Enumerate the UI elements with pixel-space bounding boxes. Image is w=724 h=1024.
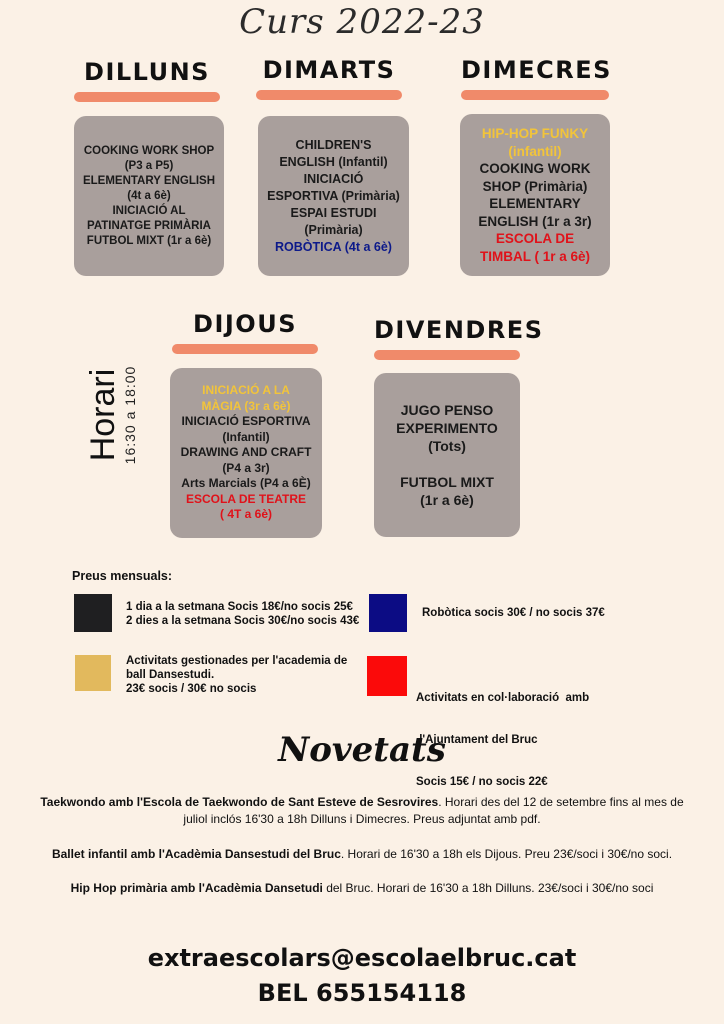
activity-line: (P3 a P5) — [124, 159, 174, 172]
activity-line: (P4 a 3r) — [222, 460, 270, 475]
price-line: 2 dies a la setmana Socis 30€/no socis 43€ — [126, 615, 360, 627]
activity-line: ELEMENTARY ENGLISH — [82, 174, 216, 187]
accent-bar — [74, 92, 220, 102]
activity-card-divendres — [374, 373, 520, 537]
activity-line: DRAWING AND CRAFT — [180, 445, 312, 460]
day-heading-dijous — [172, 310, 318, 354]
activity-line: INICIACIÓ A LA — [202, 383, 290, 398]
activity-line: SHOP (Primària) — [482, 178, 588, 194]
day-label: DILLUNS — [84, 58, 210, 86]
activity-line: ELEMENTARY — [489, 196, 581, 211]
activity-line: FUTBOL MIXT (1r a 6è) — [86, 234, 212, 247]
activity-line: (Tots) — [428, 438, 466, 454]
yellow-swatch — [75, 655, 111, 691]
day-heading-divendres — [374, 316, 544, 360]
activity-line: Arts Marcials (P4 a 6È) — [181, 476, 311, 491]
activity-line: ENGLISH (1r a 3r) — [478, 213, 592, 229]
activity-line: (1r a 6è) — [420, 492, 474, 508]
accent-bar — [172, 344, 318, 354]
price-line: Socis 15€ / no socis 22€ — [416, 776, 548, 788]
activity-line: FUTBOL MIXT — [400, 474, 494, 490]
black-swatch — [74, 594, 112, 632]
activity-line: (4t a 6è) — [127, 189, 171, 202]
contact-phone: BEL 655154118 — [257, 979, 467, 1007]
price-text-yellow — [126, 654, 347, 696]
activity-line: COOKING WORK SHOP — [83, 144, 215, 157]
day-heading-dimarts — [256, 56, 402, 100]
activity-card-dimecres — [460, 114, 610, 276]
price-line: Activitats gestionades per l'academia de — [126, 655, 348, 667]
price-line: l'Ajuntament del Bruc — [416, 734, 538, 746]
activity-line: HIP-HOP FUNKY — [481, 126, 589, 141]
news-text: . Horari de 16'30 a 18h els Dijous. Preu 23€/soci i 30€/no soci. — [340, 847, 673, 861]
red-swatch — [367, 656, 407, 696]
activity-line: ENGLISH (Infantil) — [279, 154, 388, 169]
activity-card-dilluns — [74, 116, 224, 276]
news-bold: Taekwondo amb l'Escola de Taekwondo de Sant Esteve de Sesrovires — [40, 795, 439, 809]
day-label: DIVENDRES — [374, 316, 544, 344]
blue-swatch — [369, 594, 407, 632]
schedule-title: Horari — [84, 368, 122, 462]
news-bold: Hip Hop primària amb l'Acadèmia Dansetudi — [70, 881, 323, 895]
day-label: DIMECRES — [461, 56, 612, 84]
contact-email[interactable]: extraescolars@escolaelbruc.cat — [147, 944, 577, 972]
schedule-time: 16:30 a 18:00 — [122, 365, 138, 465]
day-heading-dilluns — [74, 58, 220, 102]
activity-card-dimarts — [258, 116, 409, 276]
activity-line: ESCOLA DE TEATRE — [185, 491, 306, 506]
activity-line: PATINATGE PRIMÀRIA — [87, 219, 211, 232]
activity-line: EXPERIMENTO — [396, 420, 498, 436]
news-item-taekwondo — [36, 794, 688, 828]
prices-title: Preus mensuals: — [72, 569, 173, 583]
activity-line: CHILDREN'S — [295, 137, 372, 152]
price-text-black — [126, 600, 359, 628]
day-heading-dimecres — [461, 56, 612, 100]
activity-line: INICIACIÓ — [303, 171, 364, 186]
activity-line: INICIACIÓ ESPORTIVA — [181, 414, 311, 429]
price-text-blue — [422, 606, 605, 620]
day-label: DIMARTS — [262, 56, 396, 84]
activity-line: ROBÒTICA (4t a 6è) — [275, 239, 392, 254]
schedule-label — [62, 360, 162, 470]
activity-line: ESPAI ESTUDI — [290, 205, 377, 220]
accent-bar — [256, 90, 402, 100]
price-line: ball Dansestudi. — [126, 669, 215, 681]
price-line: 1 dia a la setmana Socis 18€/no socis 25€ — [126, 601, 353, 613]
novetats-heading: Novetats — [278, 730, 446, 770]
day-label: DIJOUS — [193, 310, 297, 338]
page-title: Curs 2022-23 — [239, 2, 485, 42]
activity-line: ( 4T a 6è) — [219, 507, 273, 522]
activity-line: (Primària) — [304, 222, 363, 237]
activity-line: ESCOLA DE — [495, 231, 575, 246]
activity-line: JUGO PENSO — [400, 402, 494, 418]
price-line: Robòtica socis 30€ / no socis 37€ — [422, 607, 605, 619]
activity-line: ESPORTIVA (Primària) — [267, 188, 400, 203]
news-bold: Ballet infantil amb l'Acadèmia Dansestudi del Bruc — [51, 847, 341, 861]
news-text: del Bruc. Horari de 16'30 a 18h Dilluns. 23€/soci i 30€/no soci — [322, 881, 654, 895]
price-line: Activitats en col·laboració amb — [416, 692, 590, 704]
activity-card-dijous — [170, 368, 322, 538]
activity-line: (Infantil) — [222, 429, 270, 444]
activity-line: INICIACIÓ AL — [112, 204, 186, 217]
activity-line: (infantil) — [508, 143, 562, 159]
news-item-hiphop — [36, 880, 688, 897]
activity-line: TIMBAL ( 1r a 6è) — [479, 248, 591, 264]
news-text: . Horari des del 12 de setembre fins al mes de juliol inclós 16'30 a 18h Dilluns i Dimecres. Preus adjuntat amb pdf. — [183, 795, 684, 826]
accent-bar — [461, 90, 609, 100]
activity-line: MÀGIA (3r a 6è) — [201, 398, 291, 413]
activity-line: COOKING WORK — [479, 161, 591, 176]
price-line: 23€ socis / 30€ no socis — [126, 683, 257, 695]
accent-bar — [374, 350, 520, 360]
activity-line — [380, 455, 514, 473]
news-item-ballet — [36, 846, 688, 863]
